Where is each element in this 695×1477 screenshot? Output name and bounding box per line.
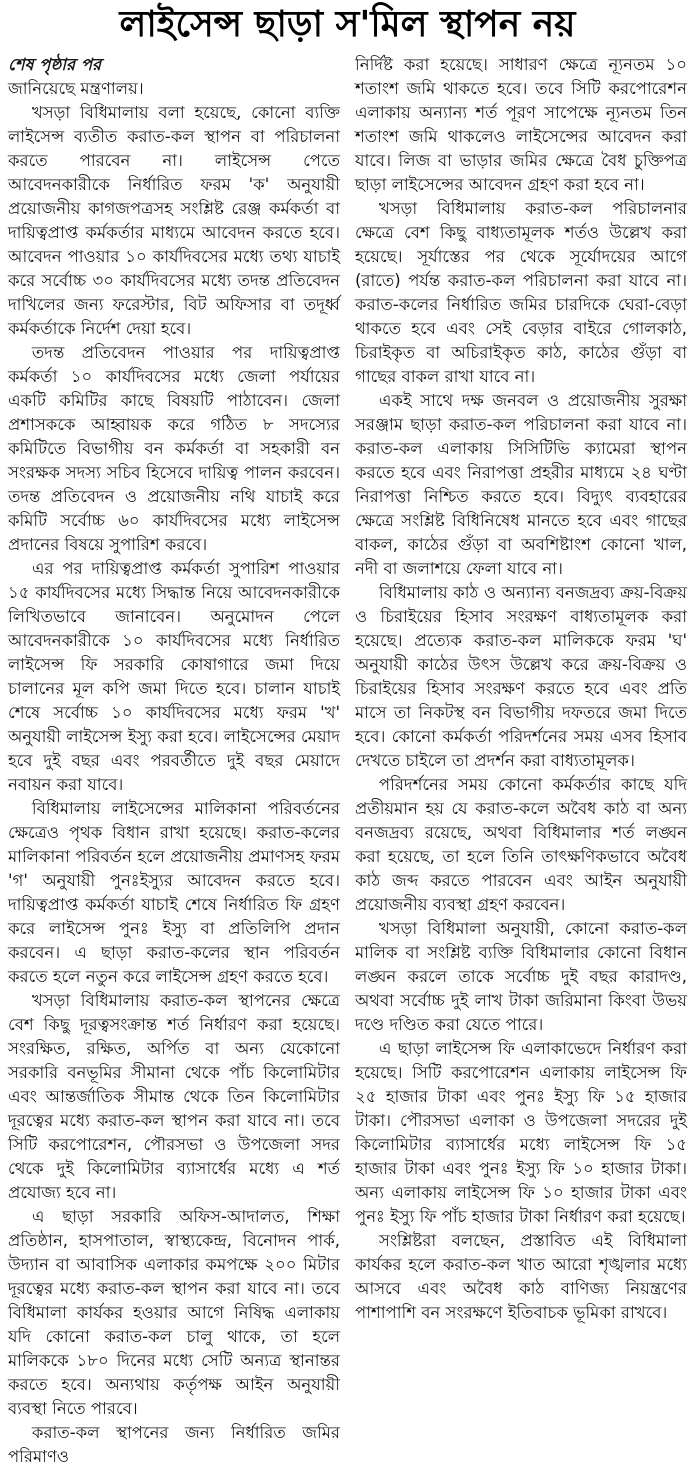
article-paragraph: জানিয়েছে মন্ত্রণালয়। bbox=[8, 79, 144, 99]
article-paragraph: খসড়া বিধিমালায় বলা হয়েছে, কোনো ব্যক্তি লাইসেন্স ব্যতীত করাত-কল স্থাপন বা পরিচালনা করতে পারবেন না। লাইসেন্স পেতে আবেদনকারীকে নির্ধারিত ফরম 'ক' অনুযায়ী প্রয়োজনীয় কাগজপত্রসহ সংশ্লিষ্ট রেঞ্জ কর্মকর্তা বা দায়িত্বপ্রাপ্ত কর্মকর্তার মাধ্যমে আবেদন করতে হবে। আবেদন পাওয়ার ১০ কার্যদিবসের মধ্যে তথ্য যাচাই করে সর্বোচ্চ ৩০ কার্যদিবসের মধ্যে তদন্ত প্রতিবেদন দাখিলের জন্য ফরেস্টার, বিট অফিসার বা তদূর্ধ্ব কর্মকর্তাকে নির্দেশ দেয়া হবে। bbox=[8, 103, 340, 339]
article-paragraph: পরিদর্শনের সময় কোনো কর্মকর্তার কাছে যদি প্রতীয়মান হয় যে করাত-কলে অবৈধ কাঠ বা অন্য বনজদ্রব্য রয়েছে, অথবা বিধিমালার শর্ত লঙ্ঘন করা হয়েছে, তা হলে তিনি তাৎক্ষণিকভাবে অবৈধ কাঠ জব্দ করতে পারবেন এবং আইন অনুযায়ী প্রয়োজনীয় ব্যবস্থা গ্রহণ করবেন। bbox=[355, 775, 687, 915]
article-paragraph: এ ছাড়া লাইসেন্স ফি এলাকাভেদে নির্ধারণ করা হয়েছে। সিটি করপোরেশন এলাকায় লাইসেন্স ফি ২৫ হাজার টাকা এবং পুনঃ ইস্যু ফি ১৫ হাজার টাকা। পৌরসভা এলাকা ও উপজেলা সদরের দুই কিলোমিটার ব্যাসার্ধের মধ্যে লাইসেন্স ফি ১৫ হাজার টাকা এবং পুনঃ ইস্যু ফি ১০ হাজার টাকা। অন্য এলাকায় লাইসেন্স ফি ১০ হাজার টাকা এবং পুনঃ ইস্যু ফি পাঁচ হাজার টাকা নির্ধারণ করা হয়েছে। bbox=[355, 1039, 687, 1227]
article-paragraph: খসড়া বিধিমালায় করাত-কল পরিচালনার ক্ষেত্রে বেশ কিছু বাধ্যতামূলক শর্তও উল্লেখ করা হয়েছে। সূর্যাস্তের পর থেকে সূর্যোদয়ের আগে (রাতে) পর্যন্ত করাত-কল পরিচালনা করা যাবে না। করাত-কলের নির্ধারিত জমির চারদিকে ঘেরা-বেড়া থাকতে হবে এবং সেই বেড়ার বাইরে গোলকাঠ, চিরাইকৃত বা অচিরাইকৃত কাঠ, কাঠের গুঁড়া বা গাছের বাকল রাখা যাবে না। bbox=[355, 199, 687, 387]
right-paragraph-list bbox=[355, 53, 687, 1325]
left-paragraph-list bbox=[8, 77, 340, 1469]
article-paragraph: বিধিমালায় কাঠ ও অন্যান্য বনজদ্রব্য ক্রয়-বিক্রয় ও চিরাইয়ের হিসাব সংরক্ষণ বাধ্যতামূলক করা হয়েছে। প্রত্যেক করাত-কল মালিককে ফরম 'ঘ' অনুযায়ী কাঠের উৎস উল্লেখ করে ক্রয়-বিক্রয় ও চিরাইয়ের হিসাব সংরক্ষণ করতে হবে এবং প্রতি মাসে তা নিকটস্থ বন বিভাগীয় দফতরে জমা দিতে হবে। কোনো কর্মকর্তা পরিদর্শনের সময় এসব হিসাব দেখতে চাইলে তা প্রদর্শন করা বাধ্যতামূলক। bbox=[355, 583, 687, 771]
article-column-right bbox=[355, 53, 687, 1325]
article-paragraph: খসড়া বিধিমালায় করাত-কল স্থাপনের ক্ষেত্রে বেশ কিছু দূরত্বসংক্রান্ত শর্ত নির্ধারণ করা হয়েছে। সংরক্ষিত, রক্ষিত, অর্পিত বা অন্য যেকোনো সরকারি বনভূমির সীমানা থেকে পাঁচ কিলোমিটার এবং আন্তর্জাতিক সীমান্ত থেকে তিন কিলোমিটার দূরত্বের মধ্যে করাত-কল স্থাপন করা যাবে না। তবে সিটি করপোরেশন, পৌরসভা ও উপজেলা সদর থেকে দুই কিলোমিটার ব্যাসার্ধের মধ্যে এ শর্ত প্রযোজ্য হবে না। bbox=[8, 991, 340, 1203]
article-column-left bbox=[8, 53, 340, 1469]
article-paragraph: একই সাথে দক্ষ জনবল ও প্রয়োজনীয় সুরক্ষা সরঞ্জাম ছাড়া করাত-কল পরিচালনা করা যাবে না। করাত-কল এলাকায় সিসিটিভি ক্যামেরা স্থাপন করতে হবে এবং নিরাপত্তা প্রহরীর মাধ্যমে ২৪ ঘণ্টা নিরাপত্তা নিশ্চিত করতে হবে। বিদ্যুৎ ব্যবহারের ক্ষেত্রে সংশ্লিষ্ট বিধিনিষেধ মানতে হবে এবং গাছের বাকল, কাঠের গুঁড়া বা অবশিষ্টাংশ কোনো খাল, নদী বা জলাশয়ে ফেলা যাবে না। bbox=[355, 391, 687, 579]
article-paragraph: এ ছাড়া সরকারি অফিস-আদালত, শিক্ষা প্রতিষ্ঠান, হাসপাতাল, স্বাস্থ্যকেন্দ্র, বিনোদন পার্ক, উদ্যান বা আবাসিক এলাকার কমপক্ষে ২০০ মিটার দূরত্বের মধ্যে করাত-কল স্থাপন করা যাবে না। তবে বিধিমালা কার্যকর হওয়ার আগে নিষিদ্ধ এলাকায় যদি কোনো করাত-কল চালু থাকে, তা হলে মালিককে ১৮০ দিনের মধ্যে সেটি অন্যত্র স্থানান্তর করতে হবে। অন্যথায় কর্তৃপক্ষ আইন অনুযায়ী ব্যবস্থা নিতে পারবে। bbox=[8, 1207, 340, 1419]
article-title: লাইসেন্স ছাড়া স'মিল স্থাপন নয় bbox=[119, 4, 576, 45]
article-paragraph: নির্দিষ্ট করা হয়েছে। সাধারণ ক্ষেত্রে ন্যূনতম ১০ শতাংশ জমি থাকতে হবে। তবে সিটি করপোরেশন এলাকায় অন্যান্য শর্ত পূরণ সাপেক্ষে ন্যূনতম তিন শতাংশ জমি থাকলেও লাইসেন্সের আবেদন করা যাবে। লিজ বা ভাড়ার জমির ক্ষেত্রে বৈধ চুক্তিপত্র ছাড়া লাইসেন্সের আবেদন গ্রহণ করা হবে না। bbox=[355, 55, 687, 195]
article-body bbox=[8, 53, 687, 1469]
article-paragraph: খসড়া বিধিমালা অনুযায়ী, কোনো করাত-কল মালিক বা সংশ্লিষ্ট ব্যক্তি বিধিমালার কোনো বিধান লঙ্ঘন করলে তাকে সর্বোচ্চ দুই বছর কারাদণ্ড, অথবা সর্বোচ্চ দুই লাখ টাকা জরিমানা কিংবা উভয় দণ্ডে দণ্ডিত করা যেতে পারে। bbox=[355, 919, 687, 1035]
article-paragraph: করাত-কল স্থাপনের জন্য নির্ধারিত জমির পরিমাণও bbox=[8, 1423, 340, 1467]
article-paragraph: সংশ্লিষ্টরা বলছেন, প্রস্তাবিত এই বিধিমালা কার্যকর হলে করাত-কল খাত আরো শৃঙ্খলার মধ্যে আসবে এবং অবৈধ কাঠ বাণিজ্য নিয়ন্ত্রণের পাশাপাশি বন সংরক্ষণে ইতিবাচক ভূমিকা রাখবে। bbox=[355, 1231, 687, 1323]
continuation-note: শেষ পৃষ্ঠার পর bbox=[8, 55, 102, 75]
article-paragraph: তদন্ত প্রতিবেদন পাওয়ার পর দায়িত্বপ্রাপ্ত কর্মকর্তা ১০ কার্যদিবসের মধ্যে জেলা পর্যায়ের একটি কমিটির কাছে বিষয়টি পাঠাবেন। জেলা প্রশাসককে আহ্বায়ক করে গঠিত ৮ সদস্যের কমিটিতে বিভাগীয় বন কর্মকর্তা বা সহকারী বন সংরক্ষক সদস্য সচিব হিসেবে দায়িত্ব পালন করবেন। তদন্ত প্রতিবেদন ও প্রয়োজনীয় নথি যাচাই করে কমিটি সর্বোচ্চ ৬০ কার্যদিবসের মধ্যে লাইসেন্স প্রদানের বিষয়ে সুপারিশ করবে। bbox=[8, 343, 340, 555]
article-paragraph: এর পর দায়িত্বপ্রাপ্ত কর্মকর্তা সুপারিশ পাওয়ার ১৫ কার্যদিবসের মধ্যে সিদ্ধান্ত নিয়ে আবেদনকারীকে লিখিতভাবে জানাবেন। অনুমোদন পেলে আবেদনকারীকে ১০ কার্যদিবসের মধ্যে নির্ধারিত লাইসেন্স ফি সরকারি কোষাগারে জমা দিয়ে চালানের মূল কপি জমা দিতে হবে। চালান যাচাই শেষে সর্বোচ্চ ১০ কার্যদিবসের মধ্যে ফরম 'খ' অনুযায়ী লাইসেন্স ইস্যু করা হবে। লাইসেন্সের মেয়াদ হবে দুই বছর এবং পরবর্তীতে দুই বছর মেয়াদে নবায়ন করা যাবে। bbox=[8, 559, 340, 795]
article-paragraph: বিধিমালায় লাইসেন্সের মালিকানা পরিবর্তনের ক্ষেত্রেও পৃথক বিধান রাখা হয়েছে। করাত-কলের মালিকানা পরিবর্তন হলে প্রয়োজনীয় প্রমাণসহ ফরম 'গ' অনুযায়ী পুনঃইস্যুর আবেদন করতে হবে। দায়িত্বপ্রাপ্ত কর্মকর্তা যাচাই শেষে নির্ধারিত ফি গ্রহণ করে লাইসেন্স পুনঃ ইস্যু বা প্রতিলিপি প্রদান করবেন। এ ছাড়া করাত-কলের স্থান পরিবর্তন করতে হলে নতুন করে লাইসেন্স গ্রহণ করতে হবে। bbox=[8, 799, 340, 987]
